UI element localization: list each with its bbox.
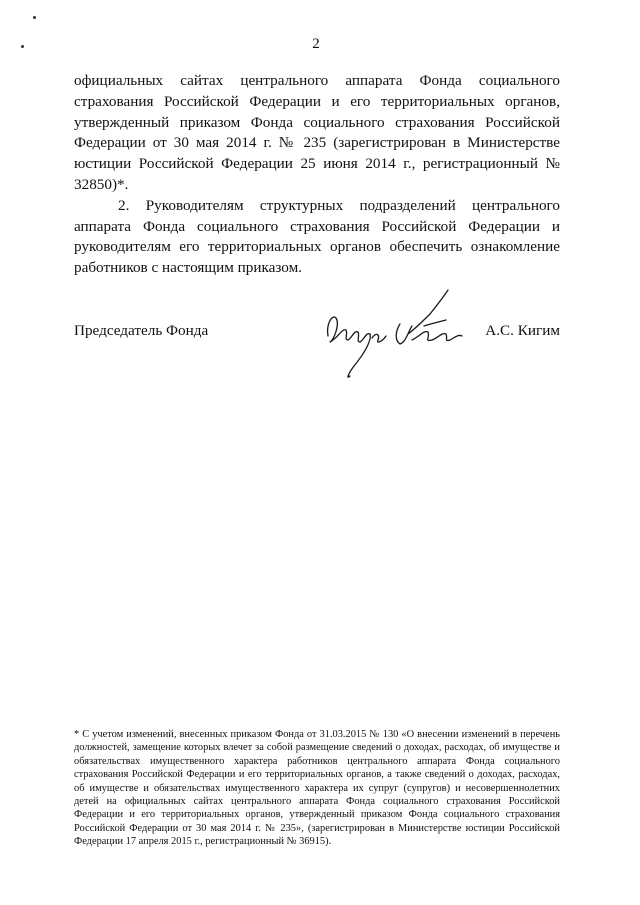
signatory-title: Председатель Фонда	[74, 322, 209, 339]
paragraph-2: 2. Руководителям структурных подразделений центрального аппарата Фонда социального страхования Российской Федерации и руководителям его территориальных органов обеспечить ознакомление работников с настоящим приказом.	[74, 196, 560, 277]
footnote	[74, 728, 560, 849]
signatory-name: А.С. Кигим	[485, 322, 560, 339]
signature-block	[74, 318, 560, 398]
body-text	[74, 71, 560, 279]
handwritten-signature	[320, 284, 470, 384]
scan-speck	[33, 16, 36, 19]
footnote-text: * С учетом изменений, внесенных приказом Фонда от 31.03.2015 № 130 «О внесении изменений в перечень должностей, замещение которых влечет за собой размещение сведений о доходах, расходах, об имуществе и обязательствах имущественного характера работников центрального аппарата Фонда социального страхования Российской Федерации и его территориальных органов, а также сведений о доходах, расходах, об имуществе и обязательствах имущественного характера их супруг (супругов) и несовершеннолетних детей на официальных сайтах центрального аппарата Фонда социального страхования Российской Федерации и его территориальных органов, утвержденный приказом Фонда социального страхования Российской Федерации от 30 мая 2014 г. № 235», (зарегистрирован в Министерстве юстиции Российской Федерации 17 апреля 2015 г., регистрационный № 36915).	[74, 729, 560, 848]
paragraph-1: официальных сайтах центрального аппарата Фонда социального страхования Российской Федерации и его территориальных органов, утвержденный приказом Фонда социального страхования Российской Федерации от 30 мая 2014 г. № 235 (зарегистрирован в Министерстве юстиции Российской Федерации 25 июня 2014 г., регистрационный № 32850)*.	[74, 72, 560, 193]
page-number: 2	[312, 36, 320, 52]
